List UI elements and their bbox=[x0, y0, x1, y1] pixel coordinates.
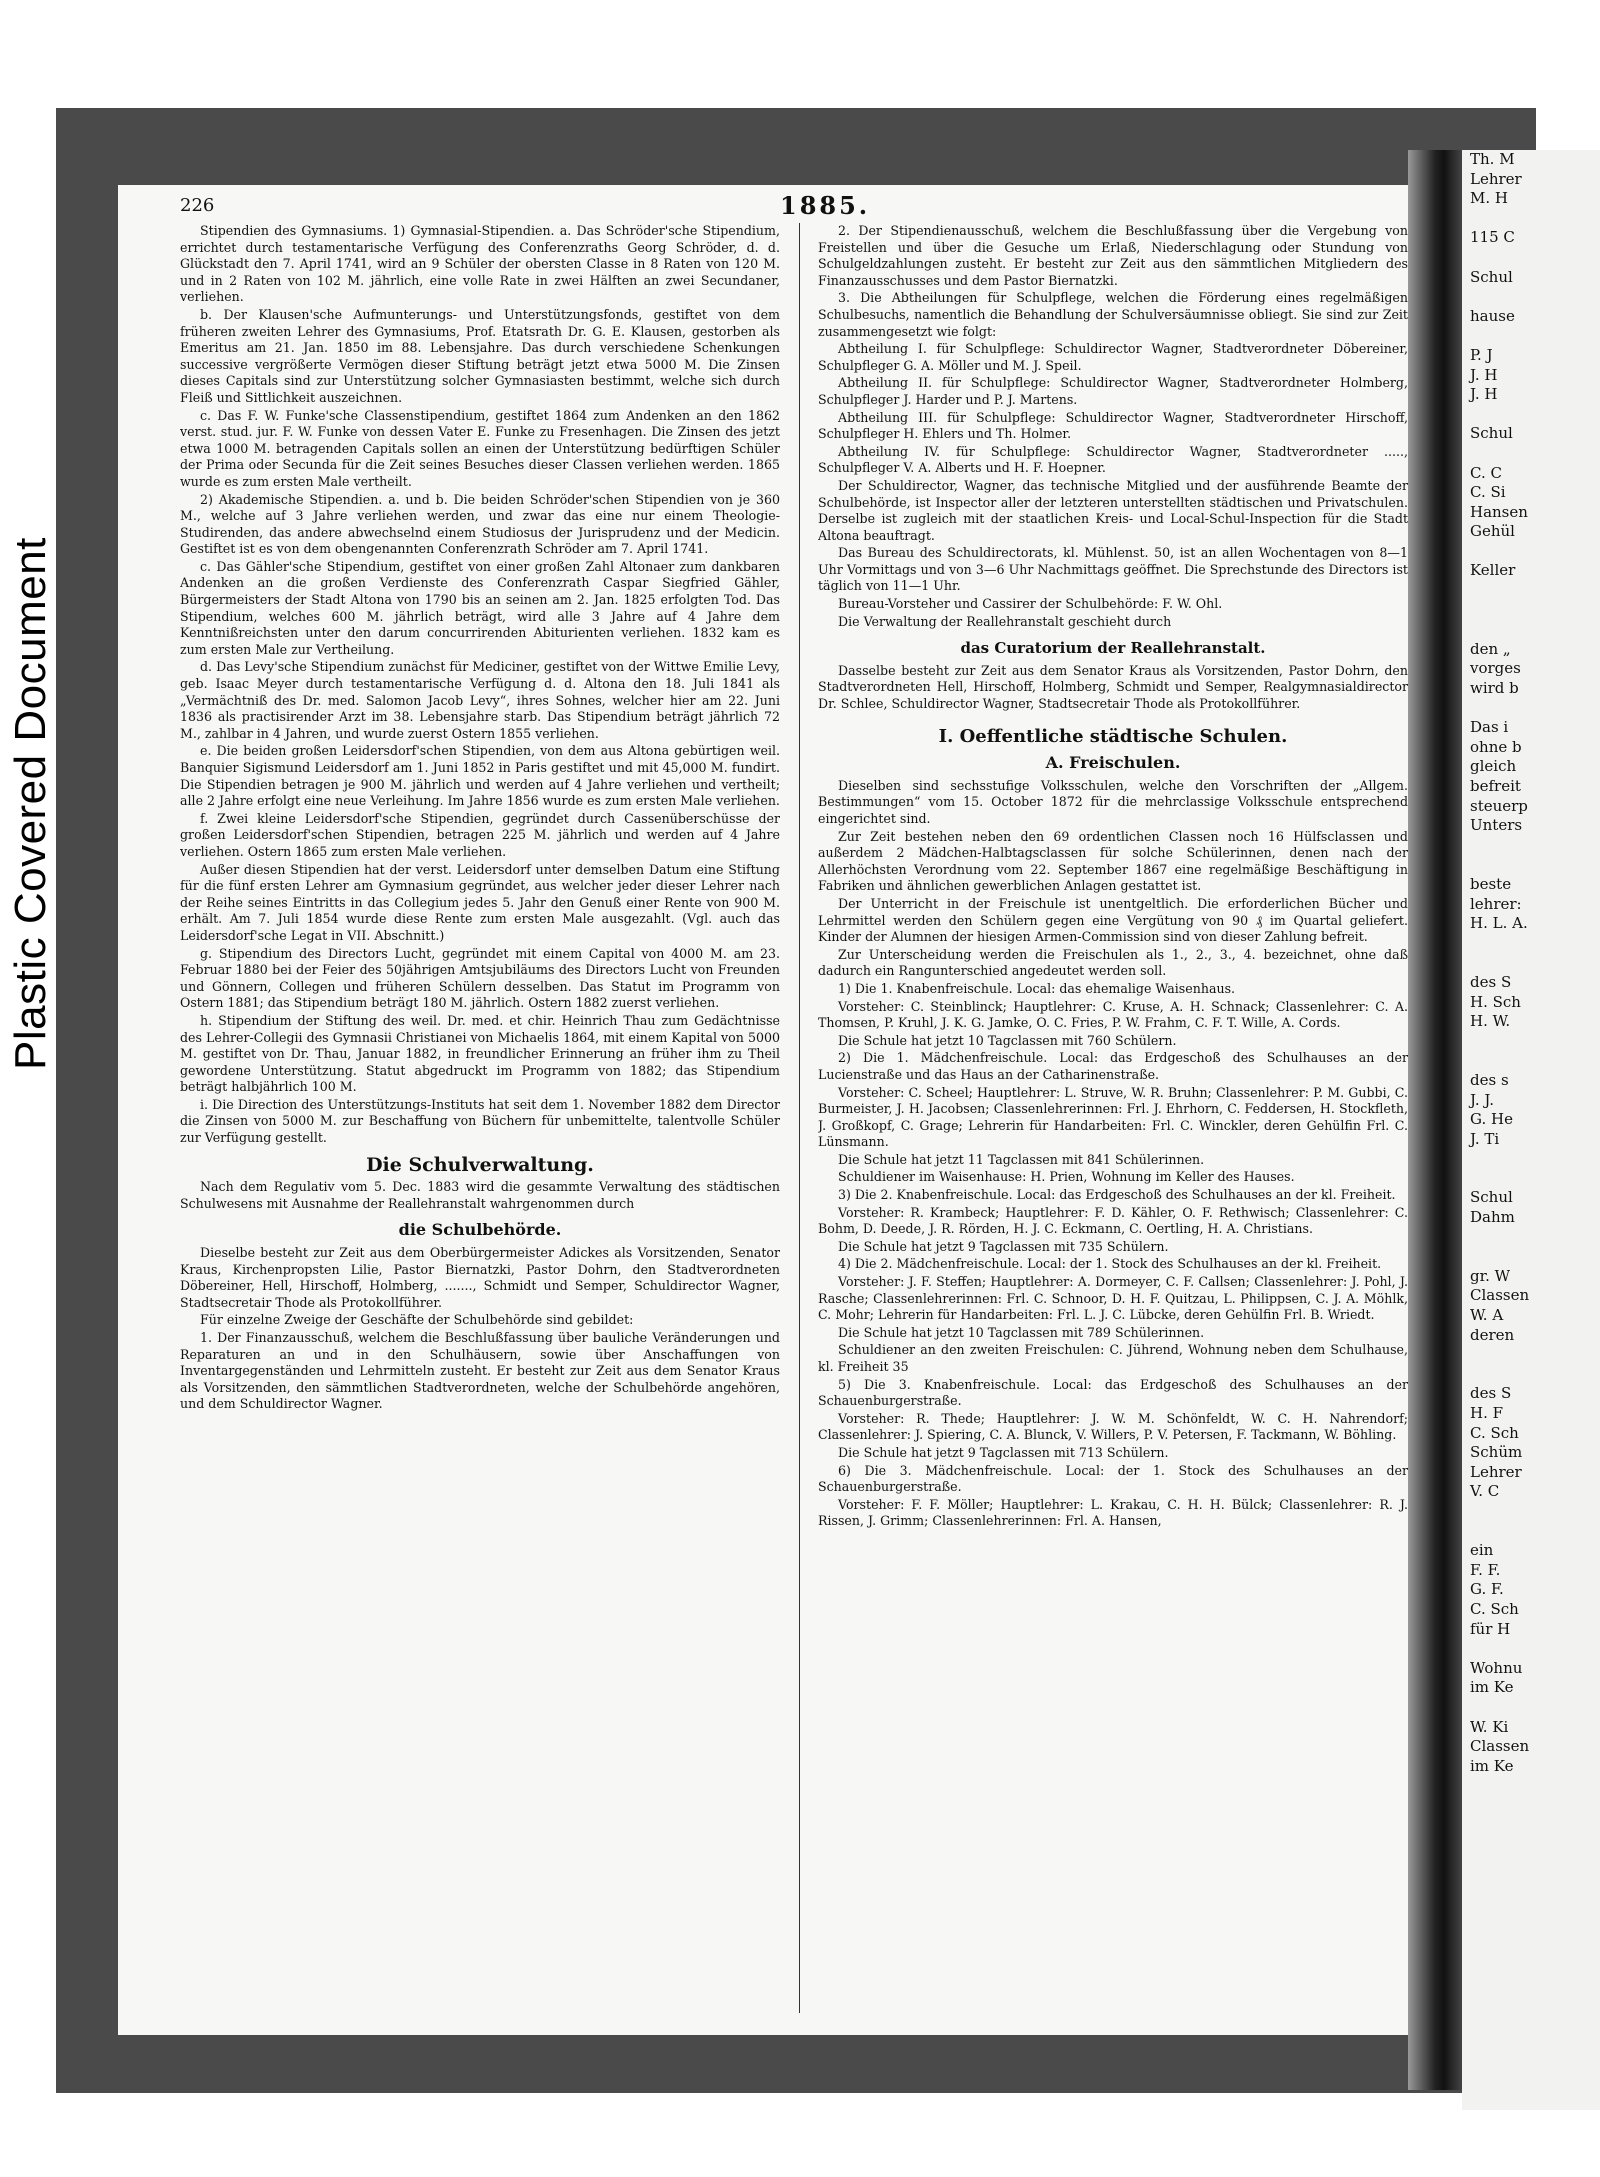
left-column-paragraph: d. Das Levy'sche Stipendium zunächst für Mediciner, gestiftet von der Wittwe Emilie Levy, geb. Isaac Meyer durch testamentarische Verfügung d. d. Altona den 18. Juli 1841 als „Vermächtniß des Dr. med. Salomon Jacob Levy“, ihres Sohnes, welcher hier am 22. Juni 1836 als practisirender Arzt im 38. Lebensjahre starb. Das Stipendium beträgt jährlich 72 M., zahlbar in 4 Jahren, und wurde zuerst Ostern 1855 verliehen. bbox=[180, 659, 780, 741]
facing-page-line bbox=[1462, 209, 1600, 229]
facing-page-line: Dahm bbox=[1470, 1208, 1515, 1227]
book-gutter bbox=[1408, 150, 1468, 2090]
right-column-paragraph: Vorsteher: F. F. Möller; Hauptlehrer: L. Krakau, C. H. H. Bülck; Classenlehrer: R. J. Rissen, J. Grimm; Classenlehrerinnen: Frl. A. Hansen, bbox=[818, 1496, 1408, 1529]
right-column-paragraph: 4) Die 2. Mädchenfreischule. Local: der 1. Stock des Schulhauses an der kl. Freiheit. bbox=[838, 1256, 1382, 1272]
facing-page-line bbox=[1462, 1365, 1600, 1385]
facing-page-line bbox=[1462, 1522, 1600, 1542]
facing-page-line: ein bbox=[1470, 1541, 1494, 1560]
facing-page-line: Th. M bbox=[1470, 150, 1515, 168]
right-column-paragraph: Abtheilung IV. für Schulpflege: Schuldirector Wagner, Stadtverordneter ....., Schulpfleger V. A. Alberts und H. F. Hoepner. bbox=[818, 443, 1408, 476]
facing-page-line bbox=[1462, 444, 1600, 464]
left-column-paragraph: c. Das Gähler'sche Stipendium, gestiftet von einer großen Zahl Altonaer zum dankbaren Andenken an die großen Verdienste des Conferenzrath Caspar Siegfried Gähler, Bürgermeisters der Stadt Altona von 1790 bis an seinen am 2. Jan. 1825 erfolgten Tod. Das Stipendium, welches 600 M. jährlich beträgt, wird alle 3 Jahre auf 4 Jahre dem Kenntnißreichsten unter den darum concurrirenden Abiturienten verliehen. 1832 kam es zum ersten Male zur Vertheilung. bbox=[180, 558, 780, 657]
facing-page-line: Schüm bbox=[1470, 1443, 1523, 1462]
facing-page-line: im Ke bbox=[1470, 1756, 1514, 1775]
right-column-paragraph: Dieselben sind sechsstufige Volksschulen, welche den Vorschriften der „Allgem. Bestimmungen“ vom 15. October 1872 für die mehrclassige Volksschule entsprechend eingerichtet sind. bbox=[818, 777, 1408, 826]
facing-page-line: Schul bbox=[1470, 1188, 1513, 1207]
right-column-paragraph: Die Schule hat jetzt 11 Tagclassen mit 841 Schülerinnen. bbox=[838, 1151, 1205, 1167]
facing-page-line: G. He bbox=[1470, 1110, 1513, 1129]
facing-page-line bbox=[1462, 1032, 1600, 1052]
facing-page-line: G. F. bbox=[1470, 1580, 1504, 1599]
facing-page-line: H. F bbox=[1470, 1404, 1504, 1422]
right-column-paragraph: Die Verwaltung der Reallehranstalt geschieht durch bbox=[838, 613, 1172, 629]
facing-page-line: lehrer: bbox=[1470, 894, 1522, 913]
right-column-paragraph: Bureau-Vorsteher und Cassirer der Schulbehörde: F. W. Ohl. bbox=[838, 596, 1223, 612]
facing-page-line: Schul bbox=[1470, 424, 1513, 443]
facing-page-line: Wohnu bbox=[1470, 1658, 1523, 1677]
facing-page-line bbox=[1462, 934, 1600, 954]
facing-page-line: Das i bbox=[1470, 718, 1509, 737]
facing-page-line: C. C bbox=[1470, 463, 1502, 482]
facing-page-line: Gehül bbox=[1470, 522, 1515, 541]
facing-page-line: C. Sch bbox=[1470, 1423, 1519, 1442]
right-column-paragraph: Dasselbe besteht zur Zeit aus dem Senator Kraus als Vorsitzenden, Pastor Dohrn, den Stadtverordneten Hell, Hirschoff, Holmberg, Schmidt und Semper, Realgymnasialdirector Dr. Schlee, Schuldirector Wagner, Stadtsecretair Thode als Protokollführer. bbox=[818, 662, 1408, 712]
facing-page-line bbox=[1462, 1149, 1600, 1169]
sidebar bbox=[0, 0, 60, 2177]
left-column-paragraph: Stipendien des Gymnasiums. 1) Gymnasial-Stipendien. a. Das Schröder'sche Stipendium, errichtet durch testamentarische Verfügung des Conferenzraths Georg Schröder, d. d. Glückstadt den 7. April 1741, wird an 9 Schüler der obersten Classe in 8 Raten von 120 M. und in 2 Raten von 102 M. jährlich, eine volle Rate in zwei Hälften an zwei Secundaner, verliehen. bbox=[180, 223, 780, 305]
left-column-paragraph: Für einzelne Zweige der Geschäfte der Schulbehörde sind gebildet: bbox=[200, 1312, 634, 1328]
right-column-paragraph: 2. Der Stipendienausschuß, welchem die Beschlußfassung über die Vergebung von Freistellen und über die Gesuche um Erlaß, Niederschlagung oder Stundung von Schulgeldzahlungen zusteht. Er besteht zur Zeit aus den sämmtlichen Mitgliedern des Finanzausschusses und dem Pastor Biernatzki. bbox=[818, 223, 1408, 288]
right-column-paragraph: Die Schule hat jetzt 10 Tagclassen mit 760 Schülern. bbox=[838, 1032, 1177, 1048]
facing-page-line: deren bbox=[1470, 1325, 1515, 1344]
facing-page-line: J. J. bbox=[1470, 1090, 1495, 1109]
right-column-paragraph: Zur Zeit bestehen neben den 69 ordentlichen Classen noch 16 Hülfsclassen und außerdem 2 Mädchen-Halbtagsclassen für solche Schülerinnen, denen nach der Allerhöchsten Verordnung vom 22. September 1867 eine regelmäßige Beschäftigung in Fabriken und ähnlichen gewerblichen Anlagen gestattet ist. bbox=[818, 828, 1408, 894]
right-column bbox=[818, 223, 1408, 2018]
right-column-paragraph: 3. Die Abtheilungen für Schulpflege, welchen die Förderung eines regelmäßigen Schulbesuchs, namentlich die Behandlung der Schulversäumnisse obliegt. Sie sind zur Zeit zusammengesetzt wie folgt: bbox=[818, 290, 1408, 339]
facing-page-line: H. Sch bbox=[1470, 992, 1521, 1011]
facing-page-line: W. Ki bbox=[1470, 1717, 1509, 1736]
facing-page-line bbox=[1462, 1169, 1600, 1189]
facing-page-line: den „ bbox=[1470, 639, 1511, 658]
facing-page-line: J. H bbox=[1470, 365, 1498, 384]
right-column-paragraph: 2) Die 1. Mädchenfreischule. Local: das Erdgeschoß des Schulhauses an der Lucienstraße und das Haus an der Catharinenstraße. bbox=[818, 1050, 1408, 1082]
facing-page-line: gr. W bbox=[1470, 1266, 1511, 1285]
facing-page-line: W. A bbox=[1470, 1306, 1504, 1325]
facing-page-line bbox=[1462, 287, 1600, 307]
left-column-paragraph: h. Stipendium der Stiftung des weil. Dr. med. et chir. Heinrich Thau zum Gedächtnisse des Lehrer-Collegii des Gymnasii Christianei von Michaelis 1864, mit einem Kapital von 5000 M. gestiftet von Dr. Thau, Januar 1882, in freundlicher Erinnerung an früher ihm zu Theil gewordene Unterstützung. Statut abgedruckt im Programm von 1882; das Stipendium beträgt halbjährlich 100 M. bbox=[180, 1012, 780, 1095]
left-column-paragraph: Nach dem Regulativ vom 5. Dec. 1883 wird die gesammte Verwaltung des städtischen Schulwesens mit Ausnahme der Reallehranstalt wahrgenommen durch bbox=[180, 1179, 780, 1211]
facing-page-line: des S bbox=[1470, 1384, 1512, 1403]
facing-page-line: Classen bbox=[1470, 1286, 1530, 1305]
facing-page-line: H. W. bbox=[1470, 1012, 1511, 1031]
left-column-paragraph: f. Zwei kleine Leidersdorf'sche Stipendien, gegründet durch Cassenüberschüsse der großen Leidersdorf'schen Stipendien, betragen 225 M. jährlich und werden auf 4 Jahre verliehen. Ostern 1865 zum ersten Male verliehen. bbox=[180, 810, 780, 859]
facing-page-line: V. C bbox=[1470, 1482, 1500, 1501]
left-column-paragraph: c. Das F. W. Funke'sche Classenstipendium, gestiftet 1864 zum Andenken an den 1862 verst. stud. jur. F. W. Funke von dessen Vater E. Funke zu Fresenhagen. Die Zinsen des jetzt etwa 1000 M. betragenden Capitals sollen an einen der Unterstützung bedürftigen Schüler der Prima oder Secunda für die Zeit seines Besuches dieser Classen verliehen werden. 1865 wurde es zum ersten Male vertheilt. bbox=[180, 407, 780, 489]
left-column-paragraph: 1. Der Finanzausschuß, welchem die Beschlußfassung über bauliche Veränderungen und Reparaturen an und in den Schulhäusern, sowie über Anschaffungen von Inventargegenständen und Lehrmitteln zusteht. Er besteht zur Zeit aus dem Senator Kraus als Vorsitzenden, den sämmtlichen Stadtverordneten, welche der Schulbehörde angehören, und dem Schuldirector Wagner. bbox=[180, 1330, 780, 1412]
facing-page-line: J. H bbox=[1470, 385, 1498, 404]
right-column-paragraph: Schuldiener an den zweiten Freischulen: C. Jührend, Wohnung neben dem Schulhause, kl. Freiheit 35 bbox=[818, 1342, 1408, 1374]
facing-page-line bbox=[1462, 836, 1600, 856]
sidebar-label: Plastic Covered Document bbox=[6, 537, 55, 1070]
right-column-paragraph: Vorsteher: C. Scheel; Hauptlehrer: L. Struve, W. R. Bruhn; Classenlehrer: P. M. Gubbi, C. Burmeister, J. H. Jacobsen; Classenlehrerinnen: Frl. J. Ehrhorn, C. Feddersen, H. Stockfleth, J. Großkopf, C. Grage; Lehrerin für Handarbeiten: Frl. C. Winckler, deren Gehülfin Frl. C. Lünsmann. bbox=[818, 1084, 1408, 1150]
facing-page-line: im Ke bbox=[1470, 1678, 1514, 1697]
running-head bbox=[180, 191, 1380, 221]
facing-page-line: F. F. bbox=[1470, 1560, 1501, 1579]
facing-page-line bbox=[1462, 1698, 1600, 1718]
left-column-paragraph: Außer diesen Stipendien hat der verst. Leidersdorf unter demselben Datum eine Stiftung für die fünf ersten Lehrer am Gymnasium gegründet, aus welcher jeder dieser Lehrer nach der Reihe seines Eintritts in das Collegium jedes 5. Jahr den Genuß einer Rente von 900 M. erhält. Am 7. Juli 1854 wurde diese Rente zum ersten Male ausgezahlt. (Vgl. auch das Leidersdorf'sche Legat in VII. Abschnitt.) bbox=[180, 861, 780, 943]
facing-page-line: beste bbox=[1470, 874, 1512, 893]
right-column-paragraph: 3) Die 2. Knabenfreischule. Local: das Erdgeschoß des Schulhauses an der kl. Freiheit. bbox=[838, 1187, 1396, 1203]
column-divider bbox=[799, 223, 800, 2013]
left-column-heading: Die Schulverwaltung. bbox=[366, 1153, 594, 1176]
right-column-heading: das Curatorium der Reallehranstalt. bbox=[960, 639, 1266, 658]
facing-page-line: C. Sch bbox=[1470, 1599, 1519, 1618]
right-column-paragraph: Vorsteher: R. Krambeck; Hauptlehrer: F. D. Kähler, O. F. Rethwisch; Classenlehrer: C. Bohm, D. Deede, J. R. Rörden, H. J. C. Eckmann, C. Oertling, H. A. Christians. bbox=[818, 1204, 1408, 1237]
right-column-paragraph: Das Bureau des Schuldirectorats, kl. Mühlenst. 50, ist an allen Wochentagen von 8—1 Uhr Vormittags und von 3—6 Uhr Nachmittags geöffnet. Die Sprechstunde des Directors ist täglich von 11—1 Uhr. bbox=[818, 545, 1408, 594]
left-column-paragraph: g. Stipendium des Directors Lucht, gegründet mit einem Capital von 4000 M. am 23. Februar 1880 bei der Feier des 50jährigen Amtsjubiläums des Directors Lucht von Freunden und Gönnern, Collegen und früheren Schülern desselben. Das Statut im Programm von Ostern 1881; das Stipendium beträgt 180 M. jährlich. Ostern 1882 zuerst verliehen. bbox=[180, 945, 780, 1011]
facing-page-line: steuerp bbox=[1470, 796, 1528, 815]
facing-page-line bbox=[1462, 1051, 1600, 1071]
facing-page-line bbox=[1462, 248, 1600, 268]
right-column-paragraph: Der Unterricht in der Freischule ist unentgeltlich. Die erforderlichen Bücher und Lehrmittel werden den Schülern gegen eine Vergütung von 90 ₰ im Quartal geliefert. Kinder der Alumnen der hiesigen Armen-Commission sind von dieser Zahlung befreit. bbox=[818, 895, 1408, 945]
facing-page-line: Lehrer bbox=[1470, 169, 1522, 188]
facing-page-line: gleich bbox=[1470, 757, 1517, 776]
facing-page-line bbox=[1462, 1247, 1600, 1267]
left-column-paragraph: b. Der Klausen'sche Aufmunterungs- und Unterstützungsfonds, gestiftet von dem früheren zweiten Lehrer des Gymnasiums, Prof. Etatsrath Dr. G. E. Klausen, gestorben als Emeritus am 21. Jan. 1850 im 88. Lebensjahre. Das durch verschiedene Schenkungen successive vergrößerte Vermögen dieser Stiftung beträgt jetzt etwa 5000 M. Die Zinsen dieses Capitals sind zur Unterstützung solcher Gymnasiasten bestimmt, welche sich durch Fleiß und Sittlichkeit auszeichnen. bbox=[180, 306, 780, 405]
facing-page-line bbox=[1462, 620, 1600, 640]
facing-page-line bbox=[1462, 601, 1600, 621]
facing-page-line: M. H bbox=[1470, 189, 1508, 208]
facing-page-line bbox=[1462, 326, 1600, 346]
right-column-heading: I. Oeffentliche städtische Schulen. bbox=[938, 725, 1288, 747]
facing-page-line: für H bbox=[1470, 1619, 1511, 1638]
right-column-paragraph: 1) Die 1. Knabenfreischule. Local: das ehemalige Waisenhaus. bbox=[838, 980, 1236, 996]
facing-page-line: ohne b bbox=[1470, 737, 1522, 756]
facing-page-line: P. J bbox=[1470, 345, 1493, 364]
right-column-paragraph: Vorsteher: J. F. Steffen; Hauptlehrer: A. Dormeyer, C. F. Callsen; Classenlehrer: J. Pohl, J. Rasche; Classenlehrerinnen: Frl. C. Schnoor, D. H. F. Quitzau, L. Philippsen, C. J. A. Möhlk, C. Mohr; Lehrerin für Handarbeiten: Frl. L. J. C. Lübcke, deren Gehülfin Frl. B. Wriedt. bbox=[818, 1274, 1408, 1323]
right-column-paragraph: Abtheilung III. für Schulpflege: Schuldirector Wagner, Stadtverordneter Hirschoff, Schulpfleger H. Ehlers und Th. Holmer. bbox=[818, 409, 1408, 442]
facing-page-line bbox=[1462, 953, 1600, 973]
facing-page-line: Unters bbox=[1470, 816, 1523, 835]
right-column-paragraph: Die Schule hat jetzt 9 Tagclassen mit 713 Schülern. bbox=[838, 1444, 1169, 1460]
facing-page-line bbox=[1462, 1345, 1600, 1365]
facing-page-line bbox=[1462, 405, 1600, 425]
facing-page-line bbox=[1462, 542, 1600, 562]
left-column-paragraph: 2) Akademische Stipendien. a. und b. Die beiden Schröder'schen Stipendien von je 360 M., welche auf 3 Jahre verliehen werden, und zwar das eine nur einem Theologie-Studirenden, das andere abwechselnd einem Studiosus der Jurisprudenz und der Medicin. Gestiftet ist es von dem obengenannten Conferenzrath Schröder am 7. April 1741. bbox=[180, 491, 780, 557]
facing-page-line: J. Ti bbox=[1470, 1129, 1500, 1148]
facing-page-line: des S bbox=[1470, 972, 1512, 991]
facing-page-line: befreit bbox=[1470, 777, 1521, 795]
right-column-paragraph: Der Schuldirector, Wagner, das technische Mitglied und der ausführende Beamte der Schulbehörde, ist Inspector aller der letzteren unterstellten städtischen und Privatschulen. Derselbe ist zugleich mit der staatlichen Kreis- und Local-Schul-Inspection für die Stadt Altona beauftragt. bbox=[818, 477, 1408, 543]
left-column-paragraph: Dieselbe besteht zur Zeit aus dem Oberbürgermeister Adickes als Vorsitzenden, Senator Kraus, Kirchenpropsten Lilie, Pastor Biernatzki, Pastor Dohrn, den Stadtverordneten Döbereiner, Hell, Hirschoff, Holmberg, ......., Schmidt und Semper, Schuldirector Wagner, Stadtsecretair Thode als Protokollführer. bbox=[180, 1245, 780, 1310]
right-column-paragraph: Die Schule hat jetzt 9 Tagclassen mit 735 Schülern. bbox=[838, 1238, 1169, 1254]
right-column-paragraph: Vorsteher: C. Steinblinck; Hauptlehrer: C. Kruse, A. H. Schnack; Classenlehrer: C. A. Thomsen, P. Kruhl, J. K. G. Jamke, O. C. Fries, P. W. Frahm, C. F. T. Wille, A. Cords. bbox=[818, 998, 1408, 1031]
facing-page-line: Classen bbox=[1470, 1737, 1530, 1756]
right-column-paragraph: Die Schule hat jetzt 10 Tagclassen mit 789 Schülerinnen. bbox=[838, 1324, 1205, 1340]
facing-page-line: wird b bbox=[1470, 679, 1519, 698]
page-number: 226 bbox=[180, 195, 215, 216]
facing-page-line bbox=[1462, 1228, 1600, 1248]
facing-page-line: Hansen bbox=[1470, 502, 1528, 521]
facing-page-line: vorges bbox=[1470, 659, 1521, 678]
right-column-paragraph: Abtheilung I. für Schulpflege: Schuldirector Wagner, Stadtverordneter Döbereiner, Schulpfleger G. A. Möller und M. J. Speil. bbox=[818, 341, 1408, 373]
right-column-paragraph: 5) Die 3. Knabenfreischule. Local: das Erdgeschoß des Schulhauses an der Schauenburgerstraße. bbox=[818, 1376, 1408, 1409]
facing-page-line: Keller bbox=[1470, 561, 1516, 580]
facing-page-line bbox=[1462, 699, 1600, 719]
facing-page-line bbox=[1462, 855, 1600, 875]
left-column-heading: die Schulbehörde. bbox=[398, 1220, 562, 1240]
facing-page-line: C. Si bbox=[1470, 483, 1506, 502]
facing-page-line: des s bbox=[1470, 1070, 1509, 1089]
facing-page-line bbox=[1462, 581, 1600, 601]
facing-page-line: hause bbox=[1470, 306, 1515, 325]
facing-page-edge bbox=[1462, 150, 1600, 2110]
right-column-paragraph: Schuldiener im Waisenhause: H. Prien, Wohnung im Keller des Hauses. bbox=[838, 1169, 1295, 1185]
facing-page-line bbox=[1462, 1639, 1600, 1659]
facing-page-line: Schul bbox=[1470, 267, 1513, 286]
left-column-paragraph: e. Die beiden großen Leidersdorf'schen Stipendien, von dem aus Altona gebürtigen weil. Banquier Sigismund Leidersdorf am 1. Juni 1852 in Paris gestiftet und mit 45,000 M. fundirt. Die Stipendien betragen je 900 M. jährlich und werden auf 4 Jahre verliehen und vertheilt; alle 2 Jahre erfolgt eine neue Verleihung. Im Jahre 1856 wurde es zum ersten Male verliehen. bbox=[180, 743, 780, 809]
facing-page-line: 115 C bbox=[1470, 228, 1515, 247]
left-column-paragraph: i. Die Direction des Unterstützungs-Instituts hat seit dem 1. November 1882 dem Director die Zinsen von 5000 M. zur Beschaffung von Büchern für unbemittelte, talentvolle Schüler zur Verfügung gestellt. bbox=[180, 1096, 780, 1146]
facing-page-line bbox=[1462, 1502, 1600, 1522]
facing-page-line: Lehrer bbox=[1470, 1462, 1522, 1481]
facing-page-line: H. L. A. bbox=[1470, 914, 1528, 933]
right-column-paragraph: Vorsteher: R. Thede; Hauptlehrer: J. W. M. Schönfeldt, W. C. H. Nahrendorf; Classenlehrer: J. Spiering, C. A. Blunck, V. Willers, P. V. Petersen, F. Tackmann, W. Böhling. bbox=[818, 1410, 1408, 1443]
left-column bbox=[180, 223, 780, 2018]
right-column-paragraph: Zur Unterscheidung werden die Freischulen als 1., 2., 3., 4. bezeichnet, ohne daß dadurch ein Rangunterschied angedeutet werden soll. bbox=[818, 946, 1408, 979]
right-column-heading: A. Freischulen. bbox=[1045, 753, 1181, 773]
right-column-paragraph: 6) Die 3. Mädchenfreischule. Local: der 1. Stock des Schulhauses an der Schauenburgerstraße. bbox=[818, 1462, 1408, 1495]
page-year: 1885. bbox=[780, 191, 871, 220]
right-column-paragraph: Abtheilung II. für Schulpflege: Schuldirector Wagner, Stadtverordneter Holmberg, Schulpfleger J. Harder und P. J. Martens. bbox=[818, 375, 1408, 407]
